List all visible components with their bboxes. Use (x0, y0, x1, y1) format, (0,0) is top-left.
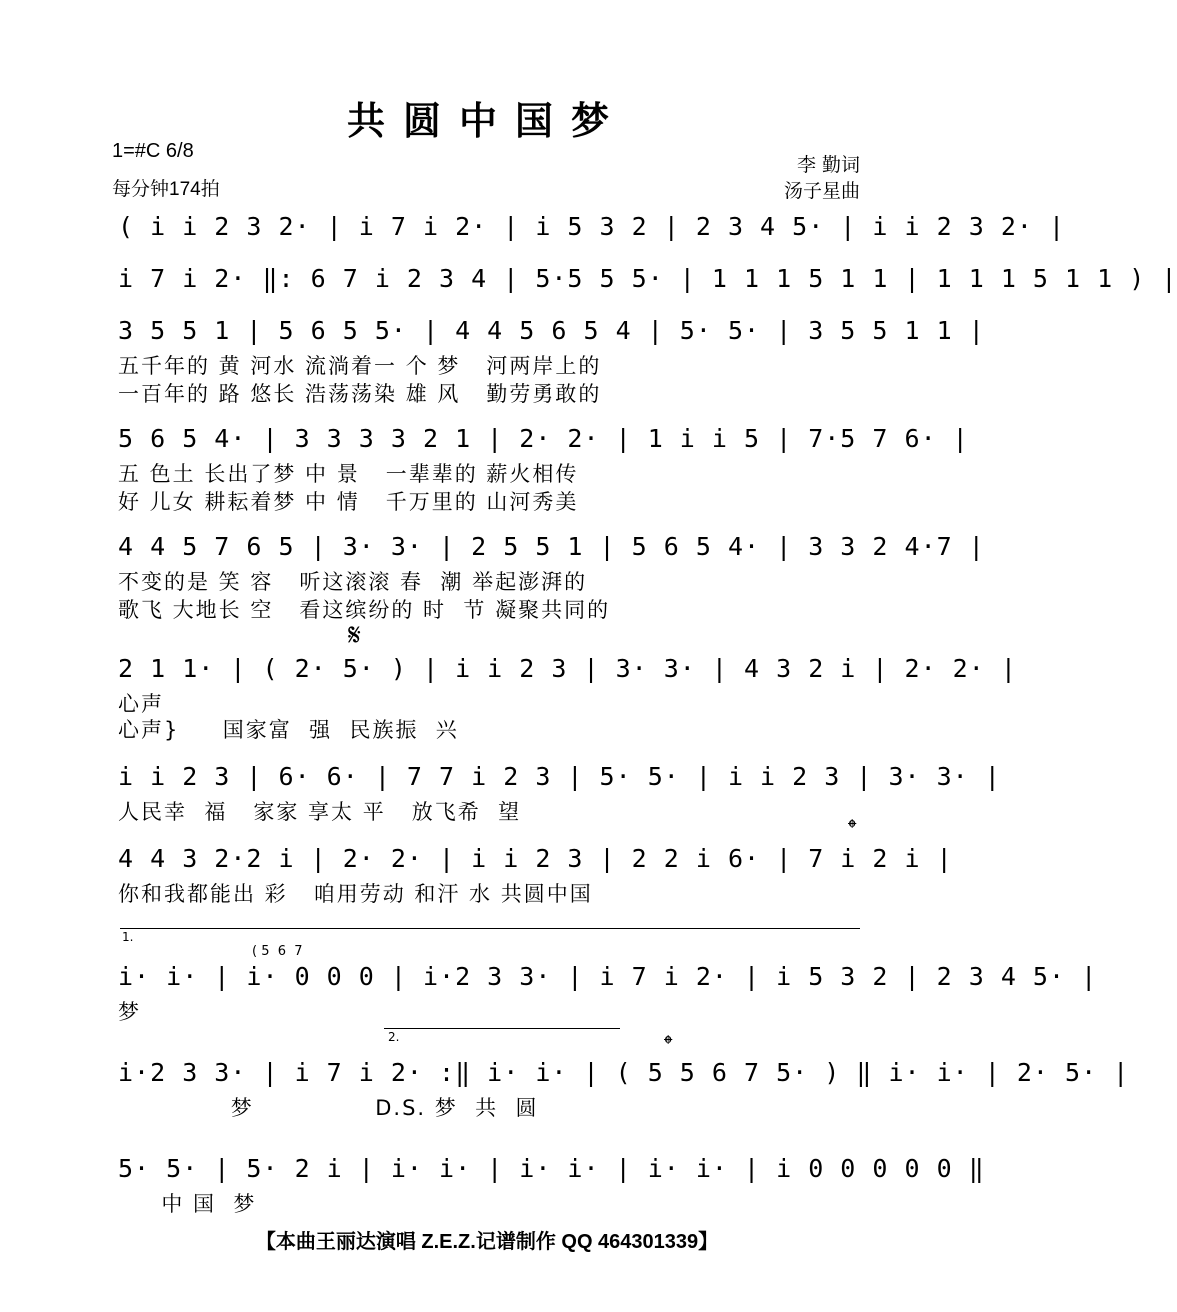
notation-row-5: 4 4 5 7 6 5 | 3· 3· | 2 5 5 1 | 5 6 5 4· | 3 3 2 4·7 | (118, 532, 985, 561)
lyricist-credit: 李 勤词 (796, 154, 860, 176)
tempo-marking: 每分钟174拍 (112, 179, 220, 200)
lyrics-row-5-verse-2: 歌飞 大地长 空 看这缤纷的 时 节 凝聚共同的 (118, 598, 611, 622)
volta-2-label: 2. (388, 1030, 400, 1044)
lyrics-row-8: 你和我都能出 彩 咱用劳动 和汗 水 共圆中国 (118, 882, 593, 906)
lyrics-row-10: 梦 D.S. 梦 共 圆 (118, 1096, 539, 1120)
notation-row-9: i· i· | i· 0 0 0 | i·2 3 3· | i 7 i 2· | i 5 3 2 | 2 3 4 5· | (118, 962, 1098, 991)
lyrics-row-7: 人民幸 福 家家 享太 平 放飞希 望 (118, 800, 522, 824)
segno-sign: 𝄋 (348, 618, 361, 653)
lyrics-row-6-verse-1: 心声 (118, 692, 164, 716)
notation-row-4: 5 6 5 4· | 3 3 3 3 2 1 | 2· 2· | 1 i i 5 | 7·5 7 6· | (118, 424, 969, 453)
lyrics-row-3-verse-1: 五千年的 黄 河水 流淌着一 个 梦 河两岸上的 (118, 354, 602, 378)
notation-row-8: 4 4 3 2·2 i | 2· 2· | i i 2 3 | 2 2 i 6· | 7 i 2 i | (118, 844, 953, 873)
coda-sign-2: 𝄌 (664, 1030, 673, 1058)
notation-row-6: 2 1 1· | ( 2· 5· ) | i i 2 3 | 3· 3· | 4 3 2 i | 2· 2· | (118, 654, 1017, 683)
lyrics-row-4-verse-1: 五 色土 长出了梦 中 景 一辈辈的 薪火相传 (118, 462, 579, 486)
notation-row-11: 5· 5· | 5· 2 i | i· i· | i· i· | i· i· | i 0 0 0 0 0 ‖ (118, 1154, 985, 1183)
footer-credit: 【本曲王丽达演唱 Z.E.Z.记谱制作 QQ 464301339】 (255, 1231, 719, 1253)
volta-2-bracket (384, 1028, 620, 1029)
notation-row-1: ( i i 2 3 2· | i 7 i 2· | i 5 3 2 | 2 3 4 5· | i i 2 3 2· | (118, 212, 1066, 241)
lyrics-row-11: 中 国 梦 (118, 1192, 257, 1216)
lyrics-row-3-verse-2: 一百年的 路 悠长 浩荡荡染 雄 风 勤劳勇敢的 (118, 382, 602, 406)
lyrics-row-6-verse-2: 心声} 国家富 强 民族振 兴 (118, 718, 459, 742)
notation-row-3: 3 5 5 1 | 5 6 5 5· | 4 4 5 6 5 4 | 5· 5· | 3 5 5 1 1 | (118, 316, 985, 345)
song-title: 共圆中国梦 (346, 98, 627, 143)
volta-1-label: 1. (122, 930, 134, 944)
volta-1-bracket (120, 928, 860, 929)
composer-credit: 汤子星曲 (783, 180, 860, 202)
notation-row-2: i 7 i 2· ‖: 6 7 i 2 3 4 | 5·5 5 5· | 1 1 1 5 1 1 | 1 1 1 5 1 1 ) | (118, 264, 1177, 293)
lyrics-row-5-verse-1: 不变的是 笑 容 听这滚滚 春 潮 举起澎湃的 (118, 570, 588, 594)
coda-sign: 𝄌 (848, 814, 857, 842)
key-signature: 1=#C 6/8 (112, 140, 194, 162)
grace-notes: ( 5 6 7 (252, 944, 303, 959)
notation-row-7: i i 2 3 | 6· 6· | 7 7 i 2 3 | 5· 5· | i i 2 3 | 3· 3· | (118, 762, 1001, 791)
notation-row-10: i·2 3 3· | i 7 i 2· :‖ i· i· | ( 5 5 6 7 5· ) ‖ i· i· | 2· 5· | (118, 1058, 1130, 1087)
lyrics-row-9: 梦 (118, 1000, 141, 1024)
lyrics-row-4-verse-2: 好 儿女 耕耘着梦 中 情 千万里的 山河秀美 (118, 490, 579, 514)
